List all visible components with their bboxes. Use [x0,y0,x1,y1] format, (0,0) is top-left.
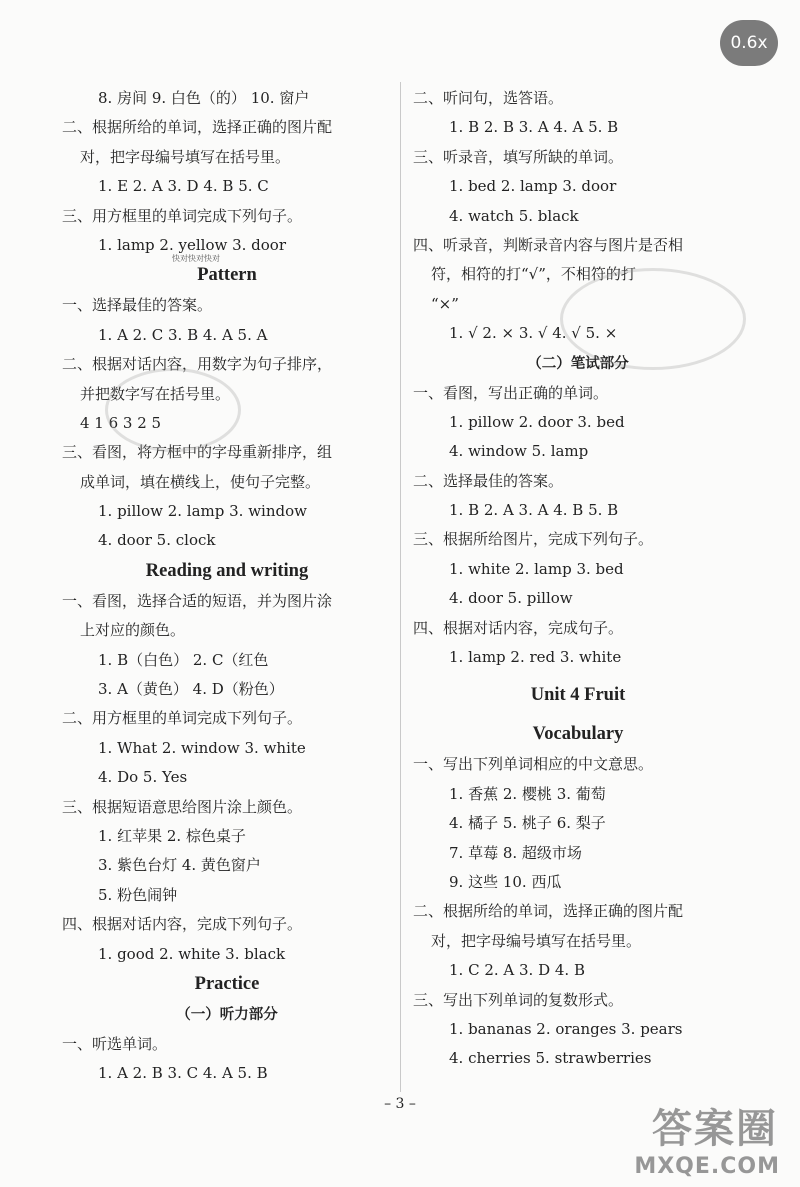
question-line: 一、看图，写出正确的单词。 [413,383,609,402]
watermark-url: MXQE.COM [634,1154,780,1179]
question-line: 三、根据所给图片，完成下列句子。 [413,530,654,549]
answer-line: 4. Do 5. Yes [98,768,188,787]
question-line: 一、看图，选择合适的短语，并为图片涂 [62,591,333,610]
question-line: 一、选择最佳的答案。 [62,296,213,315]
section-heading: Unit 4 Fruit [530,685,626,706]
answer-line: 4. window 5. lamp [449,442,589,461]
section-heading: Pattern [197,265,257,286]
question-continuation: 对，把字母编号填写在括号里。 [431,931,642,950]
answer-line: 1. A 2. B 3. C 4. A 5. B [98,1064,268,1083]
question-line: 一、写出下列单词相应的中文意思。 [413,755,654,774]
watermark-logo: 答案圈 [652,1106,778,1152]
answer-line: 1. bed 2. lamp 3. door [449,177,617,196]
column-divider [400,82,401,1092]
section-heading: Reading and writing [145,560,309,581]
question-line: 四、听录音，判断录音内容与图片是否相 [413,235,684,254]
question-continuation: 4 1 6 3 2 5 [80,413,162,432]
answer-line: 1. B（白色） 2. C（红色 [98,650,269,669]
question-line: 二、根据所给的单词，选择正确的图片配 [413,902,684,921]
spacer [413,672,743,680]
answer-line: 4. watch 5. black [449,206,579,225]
answer-line: 1. lamp 2. red 3. white [449,648,622,667]
question-continuation: “×” [431,294,459,313]
answer-line: 1. white 2. lamp 3. bed [449,559,624,578]
question-line: 二、选择最佳的答案。 [413,471,564,490]
page-number: – 3 – [384,1096,416,1112]
section-heading: Vocabulary [532,724,624,745]
answer-line: 5. 粉色闹钟 [98,885,178,904]
subsection-heading: （一）听力部分 [176,1006,278,1023]
watermark [584,1097,784,1179]
answer-line: 1. √ 2. × 3. √ 4. √ 5. × [449,324,618,343]
answer-line: 1. B 2. B 3. A 4. A 5. B [449,118,619,137]
answer-line: 1. bananas 2. oranges 3. pears [449,1019,683,1038]
answer-line: 1. C 2. A 3. D 4. B [449,961,585,980]
answer-line: 9. 这些 10. 西瓜 [449,872,562,891]
question-line: 四、根据对话内容，完成下列句子。 [62,915,303,934]
question-line: 三、看图，将方框中的字母重新排序，组 [62,443,333,462]
question-line: 三、根据短语意思给图片涂上颜色。 [62,797,303,816]
answer-line: 1. lamp 2. yellow 3. door [98,235,286,254]
question-line: 三、用方框里的单词完成下列句子。 [62,206,303,225]
answer-line: 1. pillow 2. lamp 3. window [98,502,307,521]
answer-line: 3. A（黄色） 4. D（粉色） [98,680,284,699]
question-continuation: 成单词，填在横线上，使句子完整。 [80,472,321,491]
question-continuation: 上对应的颜色。 [80,621,186,640]
stamp-mark-left [105,368,241,452]
question-line: 四、根据对话内容，完成句子。 [413,618,624,637]
answer-line: 1. 红苹果 2. 棕色桌子 [98,826,246,845]
question-line: 二、听问句，选答语。 [413,89,564,107]
question-continuation: 并把数字写在括号里。 [80,384,231,403]
section-heading: Practice [194,973,260,994]
stamp-mark-right [560,268,746,370]
question-line: 二、用方框里的单词完成下列句子。 [62,709,303,728]
answer-line: 1. E 2. A 3. D 4. B 5. C [98,177,269,196]
question-line: 一、听选单词。 [62,1034,168,1053]
answer-line: 4. 橘子 5. 桃子 6. 梨子 [449,814,606,833]
question-line: 三、听录音，填写所缺的单词。 [413,147,624,166]
subsection-heading: （二）笔试部分 [527,355,629,372]
left-column [62,84,392,1089]
answer-line: 4. cherries 5. strawberries [449,1049,652,1068]
answer-line: 3. 紫色台灯 4. 黄色窗户 [98,856,261,875]
question-line: 二、根据所给的单词，选择正确的图片配 [62,118,333,137]
answer-line: 1. pillow 2. door 3. bed [449,412,625,431]
answer-line: 1. What 2. window 3. white [98,738,306,757]
answer-line: 1. B 2. A 3. A 4. B 5. B [449,501,619,520]
answer-line: 4. door 5. clock [98,531,216,550]
answer-line: 7. 草莓 8. 超级市场 [449,843,582,862]
right-column [413,84,743,1074]
question-line: 二、根据对话内容，用数字为句子排序， [62,355,333,374]
answer-line: 1. 香蕉 2. 樱桃 3. 葡萄 [449,784,606,803]
stamp-text: 快对快对快对 [172,254,220,263]
answer-line: 8. 房间 9. 白色（的） 10. 窗户 [98,89,310,107]
zoom-level-button[interactable]: 0.6x [720,20,778,66]
question-line: 三、写出下列单词的复数形式。 [413,990,624,1009]
answer-line: 4. door 5. pillow [449,589,573,608]
question-continuation: 对，把字母编号填写在括号里。 [80,147,291,166]
question-continuation: 符，相符的打“√”，不相符的打 [431,265,636,284]
answer-line: 1. good 2. white 3. black [98,944,286,963]
answer-line: 1. A 2. C 3. B 4. A 5. A [98,325,268,344]
spacer [413,711,743,719]
